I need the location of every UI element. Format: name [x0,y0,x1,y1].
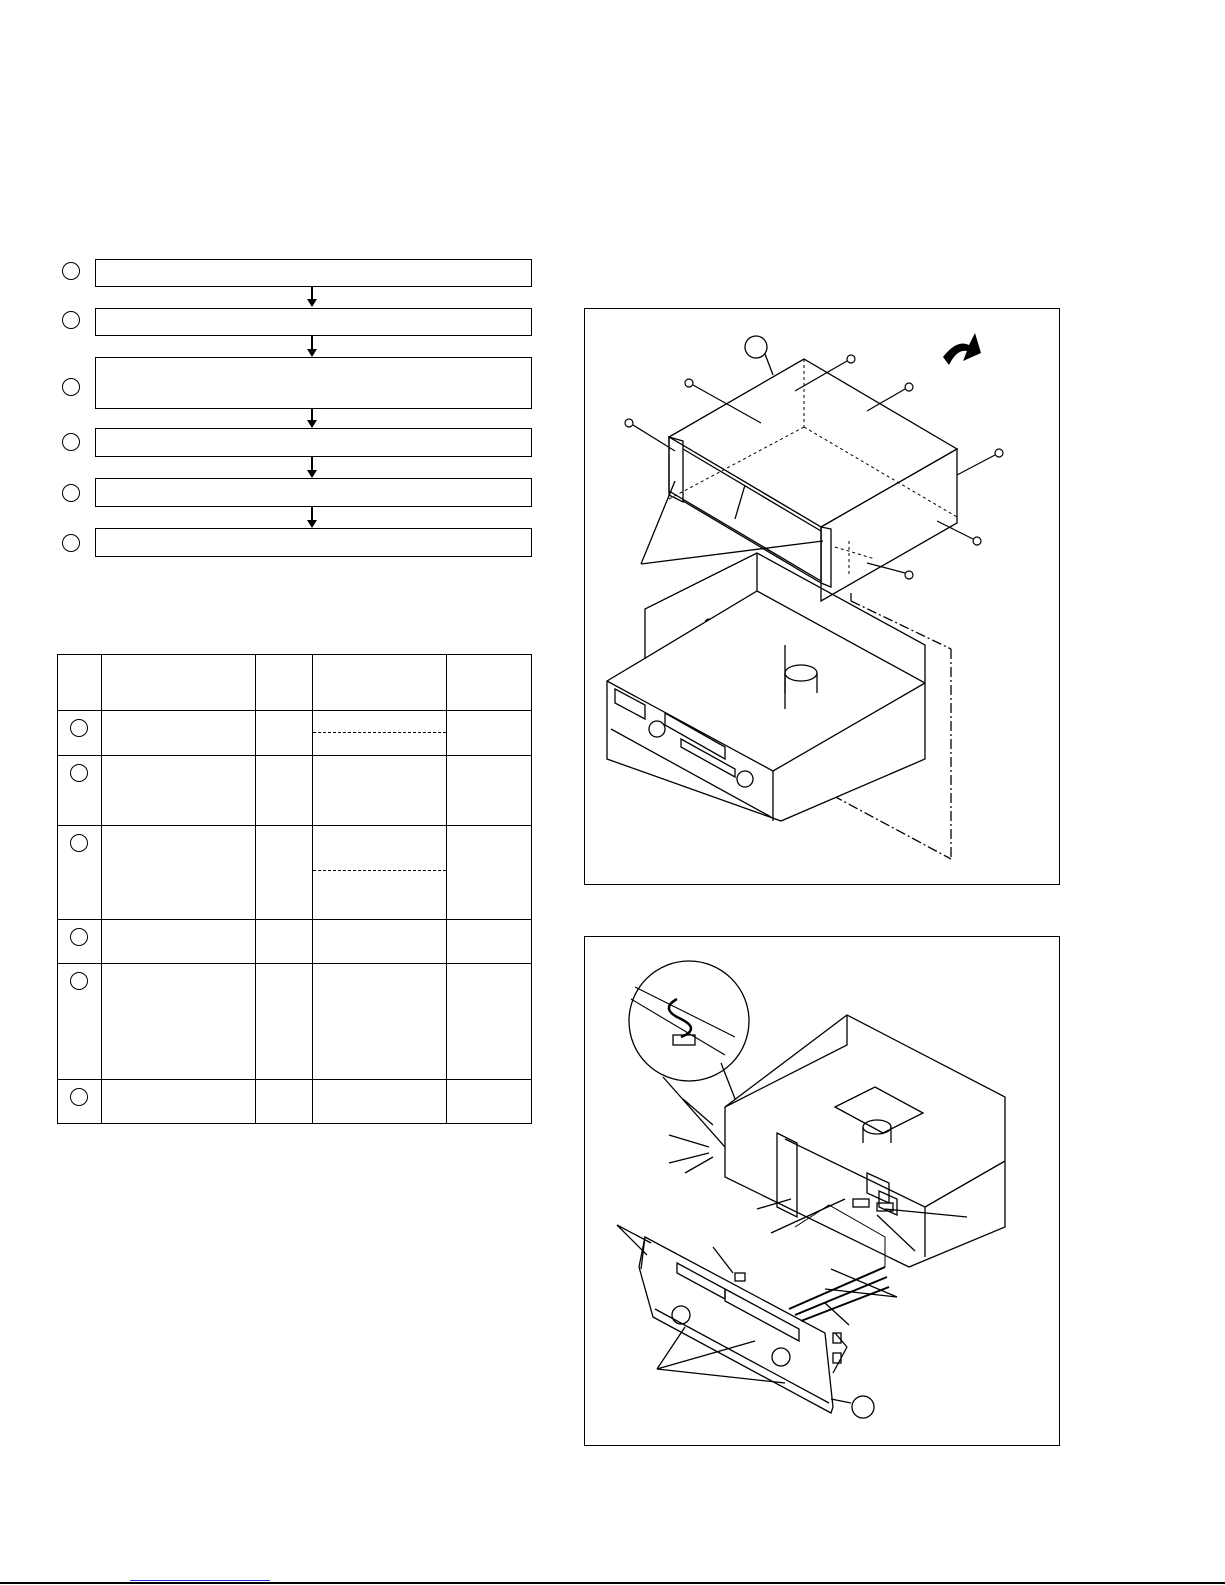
table-row [58,964,532,1080]
fig-cell [256,1080,313,1124]
fig1-step-marker-a [745,336,767,358]
header-cell [256,655,313,711]
note-cell [447,756,532,826]
step-cell [58,920,102,964]
fig-cell [256,920,313,964]
removal-cell [313,826,447,920]
table-row [58,756,532,826]
bottom-rule [0,1582,1225,1584]
flow-arrow [307,287,317,307]
step-marker [70,719,88,737]
removal-cell [313,756,447,826]
table-row [58,920,532,964]
note-cell [447,1080,532,1124]
flow-arrow [307,507,317,528]
header-cell [447,655,532,711]
part-cell [102,964,256,1080]
step-cell [58,1080,102,1124]
table-row [58,826,532,920]
part-cell [102,920,256,964]
step-marker [70,1088,88,1106]
dashed-divider [313,870,446,871]
fig-cell [256,826,313,920]
flow-step-5-marker [62,484,80,502]
figure-front-panel-removal [584,936,1060,1446]
step-marker [70,764,88,782]
part-cell [102,1080,256,1124]
chassis-body [607,591,925,821]
step-marker [70,972,88,990]
flow-step-1-box [95,259,532,287]
fig-cell [256,756,313,826]
step-cell [58,711,102,756]
header-cell [58,655,102,711]
figure-top-case-removal [584,308,1060,885]
removal-cell [313,920,447,964]
flow-step-2-marker [62,311,80,329]
fig2-step-marker [852,1396,874,1418]
fig-cell [256,964,313,1080]
flow-arrow [307,457,317,478]
note-cell [447,826,532,920]
flow-step-4-marker [62,433,80,451]
table-row [58,1080,532,1124]
step-cell [58,826,102,920]
part-cell [102,826,256,920]
footer-link-underline[interactable] [130,1580,270,1581]
step-marker [70,928,88,946]
note-cell [447,920,532,964]
header-cell [102,655,256,711]
header-cell [313,655,447,711]
table-header-row [58,655,532,711]
dashed-divider [313,732,446,733]
chassis-body [725,1015,1005,1267]
note-cell [447,964,532,1080]
flow-step-4-box [95,428,532,457]
step-cell [58,756,102,826]
flow-step-6-box [95,528,532,557]
flow-step-3-box [95,357,532,409]
flow-step-5-box [95,478,532,507]
detail-magnifier [629,961,749,1081]
top-case-exploded-drawing [585,309,1059,884]
front-panel-exploded-drawing [585,937,1059,1445]
curved-arrow-icon [943,333,981,365]
step-cell [58,964,102,1080]
removal-cell [313,711,447,756]
flow-step-1-marker [62,262,80,280]
removal-cell [313,964,447,1080]
flow-step-3-marker [62,378,80,396]
note-cell [447,711,532,756]
part-cell [102,711,256,756]
flow-step-2-box [95,308,532,336]
flow-arrow [307,409,317,428]
fig-cell [256,711,313,756]
part-cell [102,756,256,826]
flow-step-6-marker [62,534,80,552]
step-marker [70,834,88,852]
flow-arrow [307,336,317,357]
front-panel [639,1237,833,1413]
removal-cell [313,1080,447,1124]
table-row [58,711,532,756]
parts-removal-table [57,654,532,1124]
